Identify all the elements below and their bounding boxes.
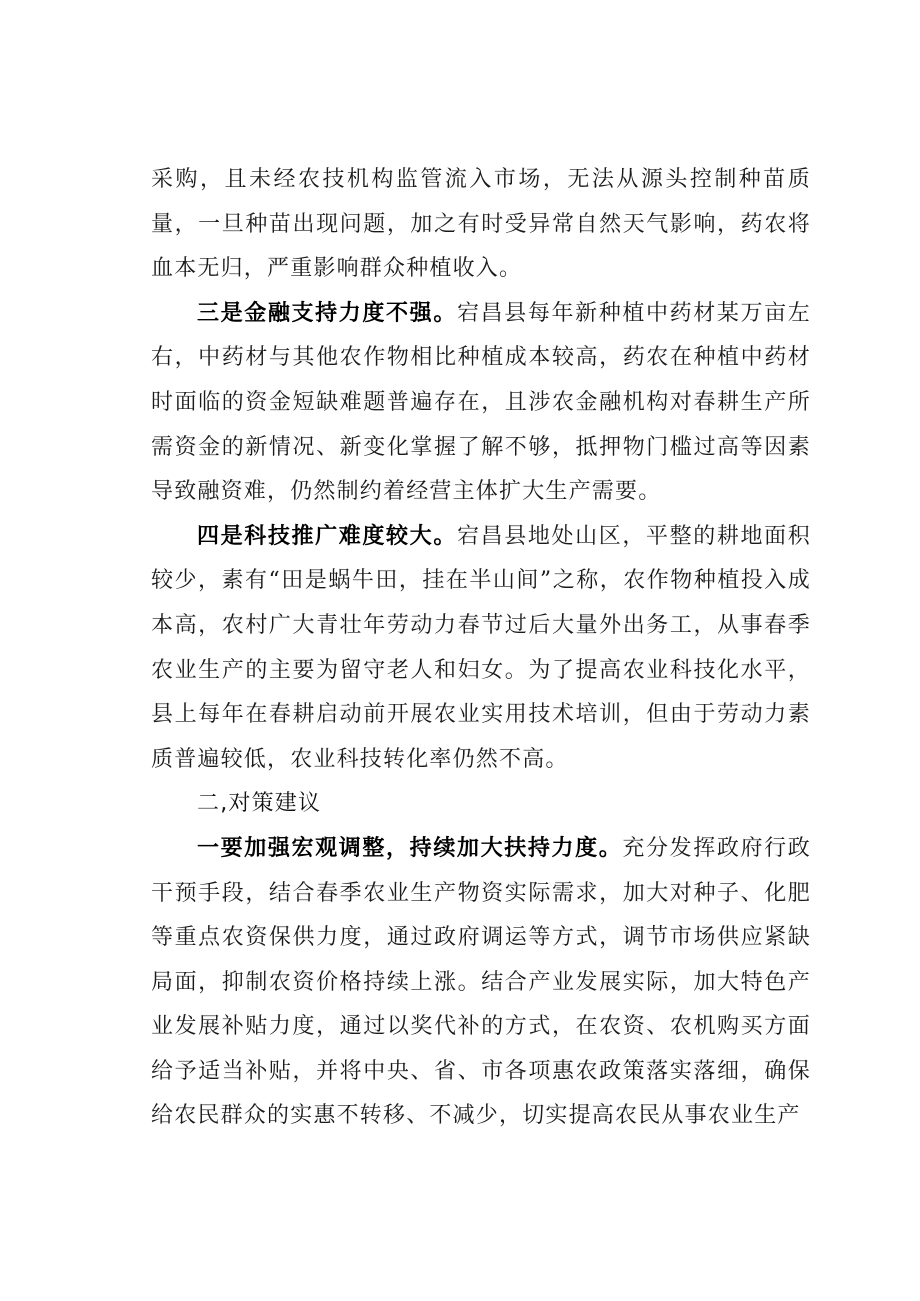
paragraph-text: 充分发挥政府行政干预手段，结合春季农业生产物资实际需求，加大对种子、化肥等重点农资保供力度，通过政府调运等方式，调节市场供应紧缺局面，抑制农资价格持续上涨。结合产业发展实际，加大特色产业发展补贴力度，通过以奖代补的方式，在农资、农机购买方面给予适当补贴，并将中央、省、市各项惠农政策落实落细，确保给农民群众的实惠不转移、不减少，切实提高农民从事农业生产 — [151, 835, 811, 1129]
paragraph-tech-promotion — [151, 515, 811, 783]
paragraph-continuation — [151, 158, 811, 292]
paragraph-text: 采购，且未经农技机构监管流入市场，无法从源头控制种苗质量，一旦种苗出现问题，加之有时受异常自然天气影响，药农将血本无归，严重影响群众种植收入。 — [151, 167, 811, 282]
paragraph-text: 宕昌县每年新种植中药材某万亩左右，中药材与其他农作物相比种植成本较高，药农在种植中药材时面临的资金短缺难题普遍存在，且涉农金融机构对春耕生产所需资金的新情况、新变化掌握了解不够，抵押物门槛过高等因素导致融资难，仍然制约着经营主体扩大生产需要。 — [151, 300, 811, 505]
paragraph-macro-regulation — [151, 827, 811, 1139]
paragraph-finance-support — [151, 292, 811, 515]
paragraph-lead: 一要加强宏观调整，持续加大扶持力度。 — [197, 835, 623, 861]
section-heading: 二,对策建议 — [197, 791, 322, 817]
paragraph-text: 宕昌县地处山区，平整的耕地面积较少，素有“田是蜗牛田，挂在半山间”之称，农作物种植投入成本高，农村广大青壮年劳动力春节过后大量外出务工，从事春季农业生产的主要为留守老人和妇女。为了提高农业科技化水平，县上每年在春耕启动前开展农业实用技术培训，但由于劳动力素质普遍较低，农业科技转化率仍然不高。 — [151, 523, 811, 772]
paragraph-lead: 四是科技推广难度较大。 — [197, 523, 457, 549]
document-body — [151, 158, 811, 1139]
paragraph-lead: 三是金融支持力度不强。 — [197, 300, 457, 326]
